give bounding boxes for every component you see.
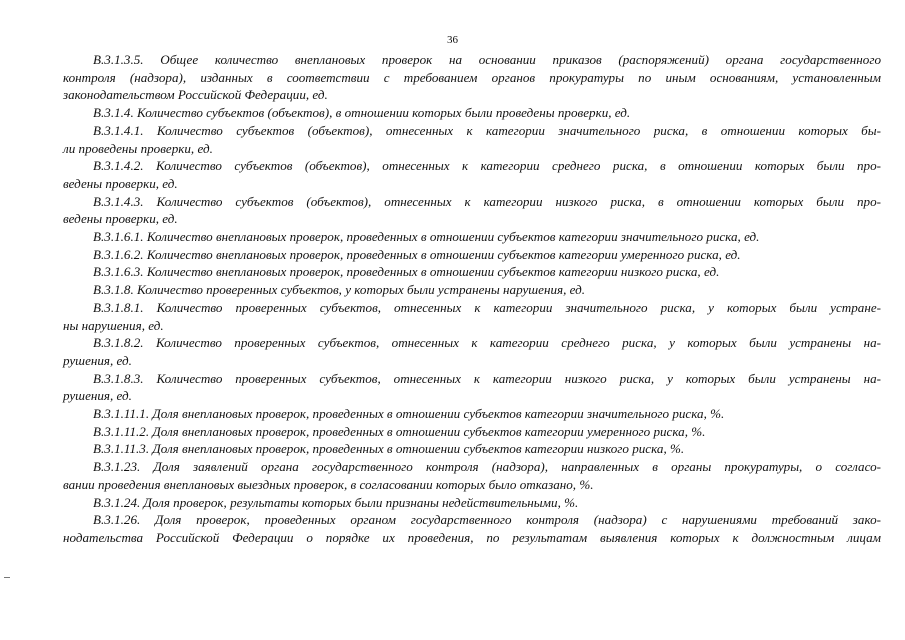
paragraph-continuation-line: контроля (надзора), изданных в соответствии с требованием органов прокуратуры по иным основаниям, установленным	[63, 69, 881, 85]
paragraph-first-line: В.3.1.23. Доля заявлений органа государственного контроля (надзора), направленных в органы прокуратуры, о согласо-	[93, 459, 881, 475]
paragraph-first-line: В.3.1.4.2. Количество субъектов (объектов), отнесенных к категории среднего риска, в отношении которых были про-	[93, 158, 881, 174]
paragraph-first-line: В.3.1.8.2. Количество проверенных субъектов, отнесенных к категории среднего риска, у которых были устранены на-	[93, 335, 881, 351]
paragraph	[93, 281, 881, 299]
document-body	[63, 51, 881, 547]
paragraph	[93, 228, 881, 246]
paragraph-first-line: В.3.1.8.1. Количество проверенных субъектов, отнесенных к категории значительного риска, у которых были устране-	[93, 299, 881, 315]
paragraph	[63, 334, 881, 369]
paragraph-continuation-line: ведены проверки, ед.	[63, 211, 178, 227]
paragraph	[93, 440, 881, 458]
paragraph	[63, 370, 881, 405]
paragraph	[93, 494, 881, 512]
paragraph-continuation-line: ли проведены проверки, ед.	[63, 140, 213, 156]
paragraph-continuation-line: законодательством Российской Федерации, ед.	[63, 87, 328, 103]
paragraph-continuation-line: рушения, ед.	[63, 352, 132, 368]
paragraph-continuation-line: нодательства Российской Федерации о порядке их проведения, по результатам выявления которых к должностным лицам	[63, 529, 881, 545]
paragraph	[63, 51, 881, 104]
paragraph-first-line: В.3.1.11.1. Доля внеплановых проверок, проведенных в отношении субъектов категории значительного риска, %.	[93, 406, 725, 422]
paragraph-first-line: В.3.1.8. Количество проверенных субъектов, у которых были устранены нарушения, ед.	[93, 282, 586, 298]
page-number: 36	[447, 34, 458, 46]
paragraph	[93, 246, 881, 264]
paragraph-first-line: В.3.1.4. Количество субъектов (объектов), в отношении которых были проведены проверки, ед.	[93, 105, 631, 121]
paragraph	[63, 458, 881, 493]
paragraph-first-line: В.3.1.26. Доля проверок, проведенных органом государственного контроля (надзора) с нарушениями требований зако-	[93, 512, 881, 528]
paragraph-continuation-line: ведены проверки, ед.	[63, 175, 178, 191]
paragraph-first-line: В.3.1.3.5. Общее количество внеплановых проверок на основании приказов (распоряжений) органа государственного	[93, 52, 881, 67]
paragraph	[63, 122, 881, 157]
paragraph-first-line: В.3.1.11.2. Доля внеплановых проверок, проведенных в отношении субъектов категории умеренного риска, %.	[93, 423, 706, 439]
paragraph-first-line: В.3.1.11.3. Доля внеплановых проверок, проведенных в отношении субъектов категории низкого риска, %.	[93, 441, 685, 457]
paragraph-continuation-line: рушения, ед.	[63, 388, 132, 404]
paragraph-continuation-line: вании проведения внеплановых выездных проверок, в согласовании которых было отказано, %.	[63, 476, 594, 492]
paragraph	[93, 405, 881, 423]
paragraph	[93, 423, 881, 441]
paragraph	[63, 193, 881, 228]
paragraph	[93, 104, 881, 122]
paragraph-first-line: В.3.1.24. Доля проверок, результаты которых были признаны недействительными, %.	[93, 494, 579, 510]
paragraph-first-line: В.3.1.4.1. Количество субъектов (объектов), отнесенных к категории значительного риска, в отношении которых бы-	[93, 122, 881, 138]
paragraph-first-line: В.3.1.4.3. Количество субъектов (объектов), отнесенных к категории низкого риска, в отношении которых были про-	[93, 193, 881, 209]
paragraph	[93, 263, 881, 281]
paragraph-first-line: В.3.1.6.1. Количество внеплановых проверок, проведенных в отношении субъектов категории значительного риска, ед.	[93, 229, 760, 245]
paragraph	[63, 511, 881, 546]
paragraph	[63, 157, 881, 192]
paragraph	[63, 299, 881, 334]
paragraph-continuation-line: ны нарушения, ед.	[63, 317, 164, 333]
scan-margin-mark	[4, 577, 10, 578]
paragraph-first-line: В.3.1.6.2. Количество внеплановых проверок, проведенных в отношении субъектов категории умеренного риска, ед.	[93, 246, 741, 262]
paragraph-first-line: В.3.1.6.3. Количество внеплановых проверок, проведенных в отношении субъектов категории низкого риска, ед.	[93, 264, 720, 280]
paragraph-first-line: В.3.1.8.3. Количество проверенных субъектов, отнесенных к категории низкого риска, у которых были устранены на-	[93, 370, 881, 386]
